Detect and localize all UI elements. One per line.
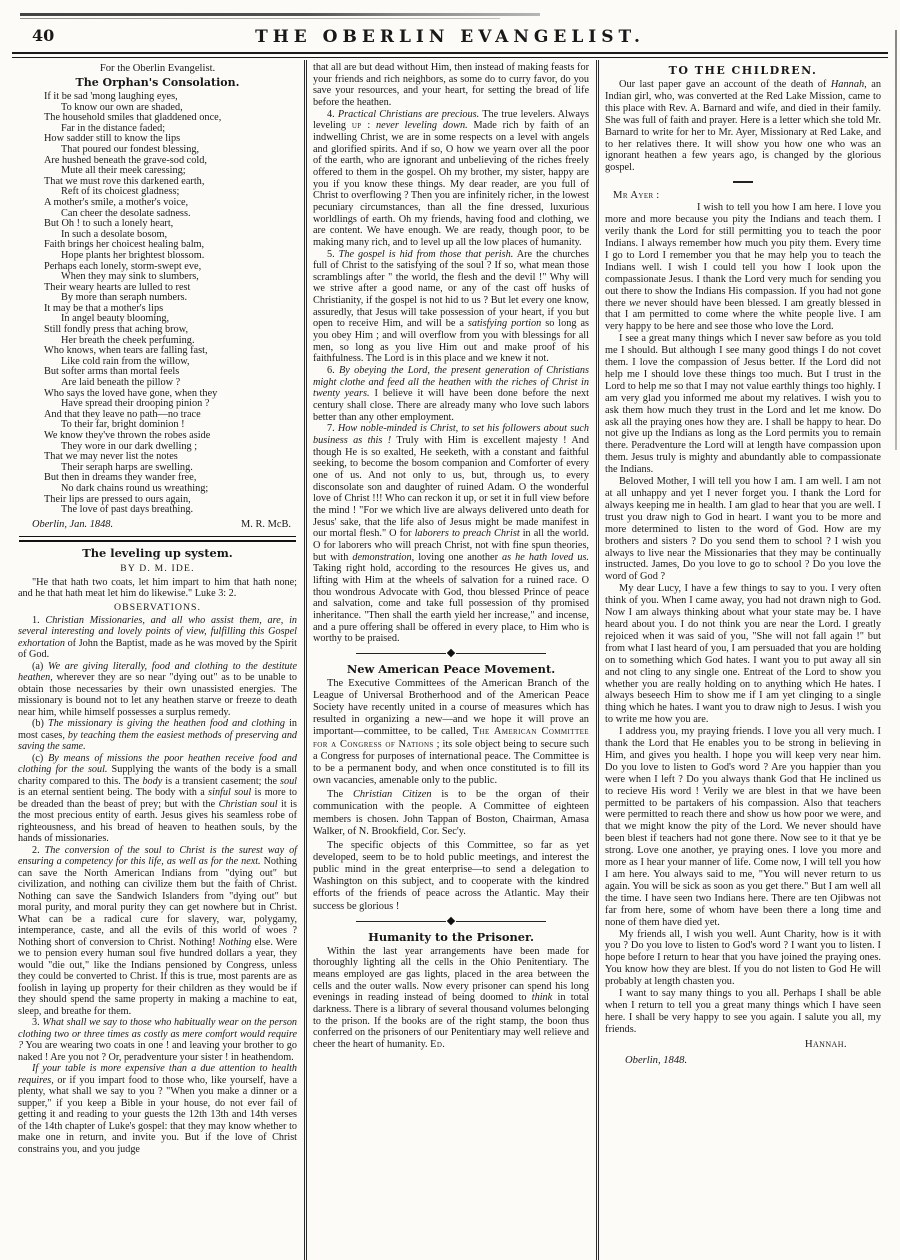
poem-line: Can cheer the desolate sadness.	[61, 207, 191, 219]
letter-paragraph: I address you, my praying friends. I love you all very much. I thank the Lord that He enables you to be strong in believing in Him, and gives you health. I hope you will keep very near him. Do you love to listen to God's word ? Are you happier than you were when I left ? Do you always thank God that He inclined us to recieve His word ! Verily we are blest in that we have been permitted to be partakers of his compassion. Also that teachers were permitted to reach there and show us how poor we were, and that we might know the pity of the Lord. We never should have been blest if teachers had not gone there. Now see to it that ye be strong. Love one another, ye praying ones. I love you more and more as I hear your manner of life. Come now, I will tell you how I am here. You always said to me, "You will never return to us again. You will be sick as soon as you get there." But I am well all the time. I have seen two Indians here. There are ten Ojibwas not far from here, some of whom have been there a long time and none of them have died yet.	[605, 726, 881, 928]
diamond-ornament-icon	[447, 917, 455, 925]
poem-line: Mute all their meek caressing;	[61, 165, 186, 177]
ornament-divider	[313, 647, 589, 660]
masthead	[0, 24, 900, 50]
article-title-leveling: The leveling up system.	[82, 545, 233, 560]
poem-line: Still fondly press that aching brow,	[44, 324, 189, 336]
poem-source-line: For the Oberlin Evangelist.	[99, 63, 216, 74]
letter-paragraph: I wish to tell you how I am here. I love you more and more because you pity the Indians and teach them. I verily thank the Lord for still permitting you to teach the poor Indians. I always remember how much you pity them. Every time I go to Lord I remember you that he may help you to teach the Indians well. I wish I could tell you how I look upon the compassionate Jesus. I thank the Lord very much for sending you out there to show the Indians His compassion. If you had not gone there we never should have been blessed. I am greatly blessed in that I am permitted to come where the white people live. I am very happy to be here and see those who love the Lord.	[605, 202, 881, 333]
article-paragraph: 2. The conversion of the soul to Christ is the surest way of ensuring a competency for this life, as well as for the next. Nothing can save the North American Indians from "dying out" but civilization, and nothing can civilize them but the faith of Christ. Nothing can save the Sandwich Islanders from "dying out" but moral purity, and moral purity they can get nowhere but in Christ. What can be a radical cure for slavery, war, polygamy, intemperance, caste, and all the evils of this world of woes ? Nothing short of conversion to Christ. Nothing! Nothing else. Were we to pension every human soul five hundred dollars a year, they would "die out," like the Indians pensioned by Congress, unless they could be converted to Christ. If this is true, most parents are as foolish in laying up property for their children as they would be if they should spend the same property in making a machine to eat, sleep, and breathe for them.	[18, 844, 298, 1017]
divider-line	[456, 921, 546, 922]
poem-line: Hope plants her brightest blossom.	[61, 249, 205, 261]
divider-line	[356, 653, 446, 654]
dash-divider	[733, 181, 753, 183]
article-paragraph: Within the last year arrangements have been made for thoroughly lighting all the cells in the Ohio Penitentiary. The means employed are gas lights, placed in the area between the cells and the outer walls. Now every prisoner can spend his long evenings in reading instead of being doomed to think in total darkness. There is a library of several thousand volumes belonging to the prison. If the books are of the right stamp, the boon thus conferred on the prisoners of our Penitentiary may well relieve and cheer the heart of humanity. Ed.	[313, 945, 589, 1051]
article-paragraph: The specific objects of this Committee, so far as yet developed, seem to be to hold public meetings, and interest the public mind in the great enterprise—to send a delegation to Washington on this subject, and to cooperate with the kindred efforts of the friends of peace across the Atlantic. May their success be glorious !	[313, 839, 589, 912]
poem-body	[18, 92, 297, 516]
poem-line: That poured our fondest blessing,	[61, 143, 200, 155]
divider-line	[456, 653, 546, 654]
scan-edge-artifact	[895, 30, 897, 450]
poem-line: Perhaps each lonely, storm-swept eve,	[44, 260, 202, 272]
poem-title: The Orphan's Consolation.	[75, 76, 240, 89]
poem-line: When they may sink to slumbers,	[61, 271, 199, 283]
poem-line: Far in the distance faded;	[61, 122, 166, 134]
poem-line: Have spread their drooping pinion ?	[61, 398, 210, 410]
poem-line: We know they've thrown the robes aside	[44, 430, 211, 441]
page-number: 40	[32, 26, 55, 45]
letter-paragraph: My dear Lucy, I have a few things to say to you. I very often think of you. When I came away, you had not drawn nigh to God. Now I am always thinking about what your state may be. I have heard about you. I do not think you are near the Lord. I greatly rejoiced when it was said of you, "She will not fall again !" but from what I last heard of you, I am persuaded that you are holding on to something which God hates. I want you to put away all sin and not cling to any single one. Entreat of the Lord to show you whether you are really holding on to anything which He hates. I always beseech Him to show me if I am yet clinging to a single thing which he hates. I want you to draw nigh to Jesus. I wish you to write me how you are.	[605, 583, 881, 726]
poem-line: Are laid beneath the pillow ?	[61, 377, 181, 389]
letter-salutation: Mr Ayer :	[613, 190, 660, 202]
children-intro: Our last paper gave an account of the death of Hannah, an Indian girl, who, was converted at the Red Lake Mission, came to this place with Rev. A. Barnard and wife, and died in their family. She was full of faith and prayer. Here is a letter which she told Mr. Barnard to write for her to Mr. Ayer, Missionary at Red Lake, and to her relatives there. It will show you how one who was an ignorant heathen a few years ago, is changed by the glorious gospel.	[605, 79, 881, 174]
poem-line: No dark chains round us wreathing;	[61, 482, 209, 494]
poem-line: But softer arms than mortal feels	[44, 366, 180, 378]
article-body-prisoner	[313, 946, 589, 1051]
poem-line: Faith brings her choicest healing balm,	[44, 239, 205, 251]
article-byline: BY D. M. IDE.	[120, 562, 195, 574]
poem-line: They wore in our dark dwelling ;	[61, 440, 198, 452]
poem-line: In angel beauty blooming,	[61, 313, 170, 325]
poem-place-date: Oberlin, Jan. 1848.	[32, 518, 114, 530]
poem-line: But Oh ! to such a lonely heart,	[44, 218, 174, 230]
letter-place-date: Oberlin, 1848.	[625, 1054, 688, 1066]
poem-line: If it be sad 'mong laughing eyes,	[44, 91, 178, 102]
top-rule-thin	[20, 18, 500, 19]
poem-line: Their weary hearts are lulled to rest	[44, 281, 191, 293]
masthead-rule	[12, 52, 888, 58]
poem-attribution	[18, 518, 297, 531]
poem-line: Who says the loved have gone, when they	[44, 387, 218, 399]
article-body-peace	[313, 678, 589, 913]
article-paragraph: 4. Practical Christians are precious. The true levelers. Always leveling up : never leveling down. Made rich by faith of an indwelling Christ, we are in some respects on a level with angels and glorified spirits. And if so, O how we yearn over all the poor of the earth, who are ignorant and unbelieving of the riches freely offered to them in the gospel. Oh my brother, my sister, happy are you if you know these things. My dear reader, are you full of Christ to overflowing ? Then you are infinitely richer, in the lowest pecuniary circumstances, than all the fine dressed, luxurious worldlings of earth. Oh my friends, having food and clothing, we are content. We have enough. We are ready, though poor, to be making many rich, and to level up all the low places of humanity.	[313, 108, 590, 248]
letter-paragraph: I see a great many things which I never saw before as you told me I should. But although I see many good things I do not covet them. I love the compassion of Jesus better. If the Lord did not help me I should love these things too much. But I trust in the Lord to help me so that I may not value earthly things too highly. I am very glad you informed me about my relatives. I wish you to ask them how much they trust in the Lord and let me know. Do ask all the praying ones how they are. I shall be happy to hear. Do not give up the Indians as long as the Lord permits you to remain there. Peradventure the Lord will at length have compassion upon them. Jesus truly is mighty and abundantly able to compassionate the Indians.	[605, 333, 881, 476]
column-right	[596, 60, 888, 1260]
column-layout	[12, 60, 888, 1260]
article-paragraph: The Christian Citizen is to be the organ of their communication with the people. A Committee of eighteen members is chosen. John Tappan of Boston, Chairman, Amasa Walker, of N. Brookfield, Cor. Sec'y.	[313, 789, 589, 837]
column-left	[12, 60, 304, 1260]
article-paragraph: 5. The gospel is hid from those that perish. Are the churches full of Christ to the satisfying of the soul ? If so, what mean those scramblings after " the world, the flesh and the devil !" Why will we strive after a good name, or any of the cast off husks of Christianity, if the gospel is not hid to us ? But let every one know, assuredly, that Jesus will take possession of your heart, if you but open to receive Him, and will be a satisfying portion so long as you obey Him ; and will overflow from you with blessings for all men, so long as you live Him out and make proof of his faithfulness. The Lord is in this place and we knew it not.	[313, 248, 590, 365]
article-paragraph: The Executive Committees of the American Branch of the League of Universal Brotherhood and of the American Peace Society have recently united in a course of measures which has resulted in organizing a new—and we hope it will prove an important—committee, to be called, The American Committee for a Congress of Nations ; its sole object being to secure such a Congress for purposes of international peace. The Committee is to be a permanent body, and when once constituted is to fill its own vacancies, amenable only to the public.	[313, 677, 589, 787]
letter-signature: Hannah.	[804, 1037, 847, 1050]
poem-line: Her breath the cheek perfuming.	[61, 334, 195, 346]
poem-line: The household smiles that gladdened once,	[44, 112, 222, 124]
poem-line: How sadder still to know the lips	[44, 133, 181, 145]
poem-line: In such a desolate bosom,	[61, 228, 168, 240]
article-title-peace: New American Peace Movement.	[346, 661, 556, 676]
article-continuation	[313, 62, 589, 645]
article-paragraph: 7. How noble-minded is Christ, to set his followers about such business as this ! Truly with Him is excellent majesty ! And though He is so exalted, He seeketh, with a constant and faithful seeking, to become the bosom companion and Comforter of every one of us. And not only to us, but, through us, to every disconsolate son and daughter of ruined Adam. O the wonderful love of Christ !!! Who can reckon it up, or set it in full view before the mind ! "For we which live are always delivered unto death for Jesus' sake, that the life also of Jesus might be made manifest in our mortal flesh." O for laborers to preach Christ in all the world. O for laborers who will preach Christ, not with fine spun theories, but with demonstration, loving one another as he hath loved us. Taking right hold, according to the resources He gives us, and lifting with Him at the wheels of salvation for a ruined race. O thou wondrous Advocate with God, thou blessed Prince of peace and salvation, come and take full possession of thy promised inheritance. "Then shall the earth yield her increase," and incense, and a pure offering shall be offered in every place, to Him who is worthy to be praised.	[313, 423, 590, 645]
poem-line: That we may never list the notes	[44, 451, 178, 463]
article-epigraph: "He that hath two coats, let him impart to him that hath none; and he that hath meat let him do likewise." Luke 3: 2.	[18, 576, 297, 600]
article-body-leveling	[18, 615, 297, 1156]
poem-line: That we must rove this darkened earth,	[44, 175, 205, 187]
article-title-prisoner: Humanity to the Prisoner.	[368, 929, 534, 944]
divider-line	[356, 921, 446, 922]
poem-line: Are hushed beneath the grave-sod cold,	[44, 154, 207, 166]
top-rule	[20, 13, 540, 16]
paper-title: THE OBERLIN EVANGELIST.	[255, 27, 645, 47]
poem-line: Their seraph harps are swelling.	[61, 461, 193, 473]
poem-line: Reft of its choicest gladness;	[61, 186, 180, 198]
poem-line: To their far, bright dominion !	[61, 419, 185, 431]
poem-line: Their lips are pressed to ours again,	[44, 493, 191, 505]
article-title-children: TO THE CHILDREN.	[668, 64, 818, 77]
ornament-divider	[313, 915, 589, 928]
poem-line: Who knows, when tears are falling fast,	[44, 345, 208, 357]
letter-paragraph: I want to say many things to you all. Perhaps I shall be able when I return to tell you a great many things which I have seen here. I shall be very happy to see you again. I salute you all, my friends.	[605, 988, 881, 1035]
letter-paragraph: Beloved Mother, I will tell you how I am. I am well. I am not at all unhappy and yet I never forget you. I thank the Lord for always keeping me in health. I am glad to hear that you are well. I trust you draw nigh to God in heart. I want you to be more and more determined to listen to the word of God. How are my brothers and sisters ? Do you send them to school ? I wish you always to live near the Missionaries that they may be continually instructed. James, Do you love to go to school ? Do you love the word of God ?	[605, 476, 881, 583]
letter-paragraph: My friends all, I wish you well. Aunt Charity, how is it with you ? Do you love to listen to God's word ? I want you to listen. I hope before I return to hear that you have joined the praying ones. You know how they are blest. If you do not listen to God He will probably at length chasten you.	[605, 928, 881, 988]
article-paragraph: (b) The missionary is giving the heathen food and clothing in most cases, by teaching them the easiest methods of preserving and saving the same.	[18, 718, 298, 753]
article-paragraph: (c) By means of missions the poor heathen receive food and clothing for the soul. Supplying the wants of the body is a small charity compared to this. The body is a transient casement; the soul is an eternal sentient being. The body with a sinful soul is more to be dreaded than the beast of prey; but with the Christian soul it is the most precious entity of earth. Jesus gives his seamless robe of righteousness, and his bread of heaven to heathen souls, by the hands of missionaries.	[18, 752, 298, 845]
article-paragraph: 3. What shall we say to those who habitually wear on the person clothing two or three times as costly as mere comfort would require ? You are wearing two coats in one ! and leaving your brother to go naked ! Are you not ? Or, peradventure your sister ! in heathendom.	[18, 1017, 298, 1063]
poem-line: The love of past days breathing.	[61, 504, 194, 516]
article-paragraph: If your table is more expensive than a due attention to health requires, or if you impart food to those who, like yourself, have a plenty, what shall we say to you ? "When you make a dinner or a supper," if you keep a Bible in your house, do not ever fail of getting it and reading to your guests the 12th 13th and 14th verses of the 14th chapter of Luke's gospel: that they may know whether to make one in return, and invite you. But if the love of Christ constrains you, and you judge	[18, 1063, 297, 1155]
poem-line: Like cold rain from the willow,	[61, 355, 190, 367]
poem-line: By more than seraph numbers.	[61, 292, 188, 304]
letter-body	[605, 202, 881, 1035]
poem-line: A mother's smile, a mother's voice,	[44, 196, 189, 208]
article-paragraph: that all are but dead without Him, then instead of making feasts for your friends and rich neighbors, as some do to curry favor, do you save your resources, and your heart, for setting the bread of life before the heathen.	[313, 62, 589, 108]
article-paragraph: (a) We are giving literally, food and clothing to the destitute heathen, wherever they are so near "dying out" as to be unable to obtain those necessaries by their own unassisted energies. The missionary is bound not to let any heathen starve or freeze to death near him, while himself possesses a surplus remedy.	[18, 660, 297, 718]
observations-heading: OBSERVATIONS.	[114, 601, 201, 613]
column-center	[304, 60, 596, 1260]
poem-line: It may be that a mother's lips	[44, 302, 164, 314]
diamond-ornament-icon	[447, 649, 455, 657]
article-paragraph: 1. Christian Missionaries, and all who assist them, are, in several interesting and lovely points of view, fulfilling this Gospel exhortation of John the Baptist, made as he was moved by the Spirit of God.	[18, 614, 298, 661]
poem-line: But then in dreams they wander free,	[44, 472, 197, 484]
poem-line: To know our own are shaded,	[61, 101, 183, 113]
section-divider-rule	[19, 536, 296, 542]
poem-author: M. R. McB.	[241, 518, 291, 530]
poem-line: And that they leave no path—no trace	[44, 408, 201, 420]
article-paragraph: 6. By obeying the Lord, the present generation of Christians might clothe and feed all the heathen with the riches of Christ in twenty years. I believe it will have been done before the next century shall close. There are already many who love such labors better than any other employment.	[313, 365, 590, 423]
